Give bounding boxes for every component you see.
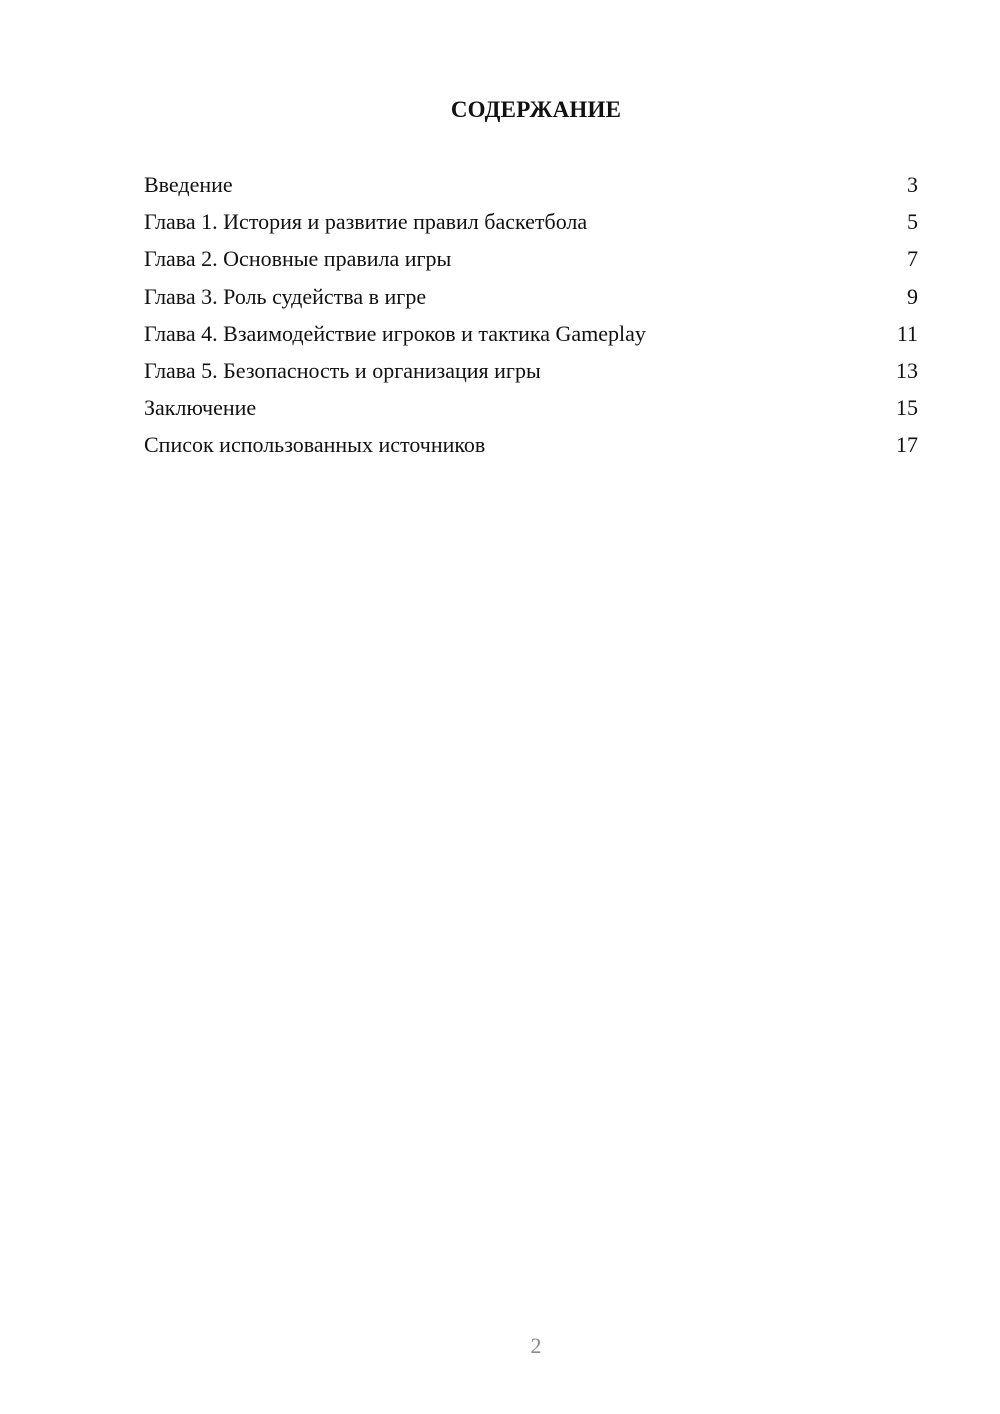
toc-entry-text: Глава 1. История и развитие правил баскетбола — [144, 209, 588, 235]
page-number: 2 — [530, 1333, 542, 1358]
toc-entry-text: Заключение — [144, 395, 257, 421]
toc-entry-text: Глава 4. Взаимодействие игроков и тактика Gameplay — [144, 320, 646, 346]
toc-entry-page: 13 — [896, 357, 918, 383]
toc-entry-chapter-3 — [144, 280, 918, 317]
toc-entry-text: Глава 3. Роль судейства в игре — [144, 283, 427, 309]
toc-entry-chapter-4 — [144, 317, 918, 354]
toc-entry-page: 3 — [907, 172, 918, 197]
toc-entry-conclusion — [144, 391, 918, 428]
toc-entry-chapter-2 — [144, 242, 918, 279]
toc-entry-references — [144, 428, 918, 465]
toc-entry-chapter-5 — [144, 354, 918, 391]
toc-entry-page: 17 — [896, 432, 918, 458]
toc-entry-chapter-1 — [144, 205, 918, 242]
toc-entry-introduction — [144, 168, 918, 205]
toc-entry-text: Глава 2. Основные правила игры — [144, 246, 452, 272]
toc-entry-text: Глава 5. Безопасность и организация игры — [144, 357, 541, 383]
toc-entry-page: 11 — [896, 320, 918, 346]
toc-entry-page: 9 — [907, 283, 918, 309]
toc-entry-page: 5 — [907, 209, 918, 235]
toc-title: СОДЕРЖАНИЕ — [450, 97, 622, 122]
toc-entry-page: 7 — [907, 246, 918, 272]
toc-entry-text: Введение — [144, 172, 233, 197]
table-of-contents — [144, 168, 918, 466]
toc-entry-text: Список использованных источников — [144, 432, 486, 458]
toc-entry-page: 15 — [896, 395, 918, 421]
